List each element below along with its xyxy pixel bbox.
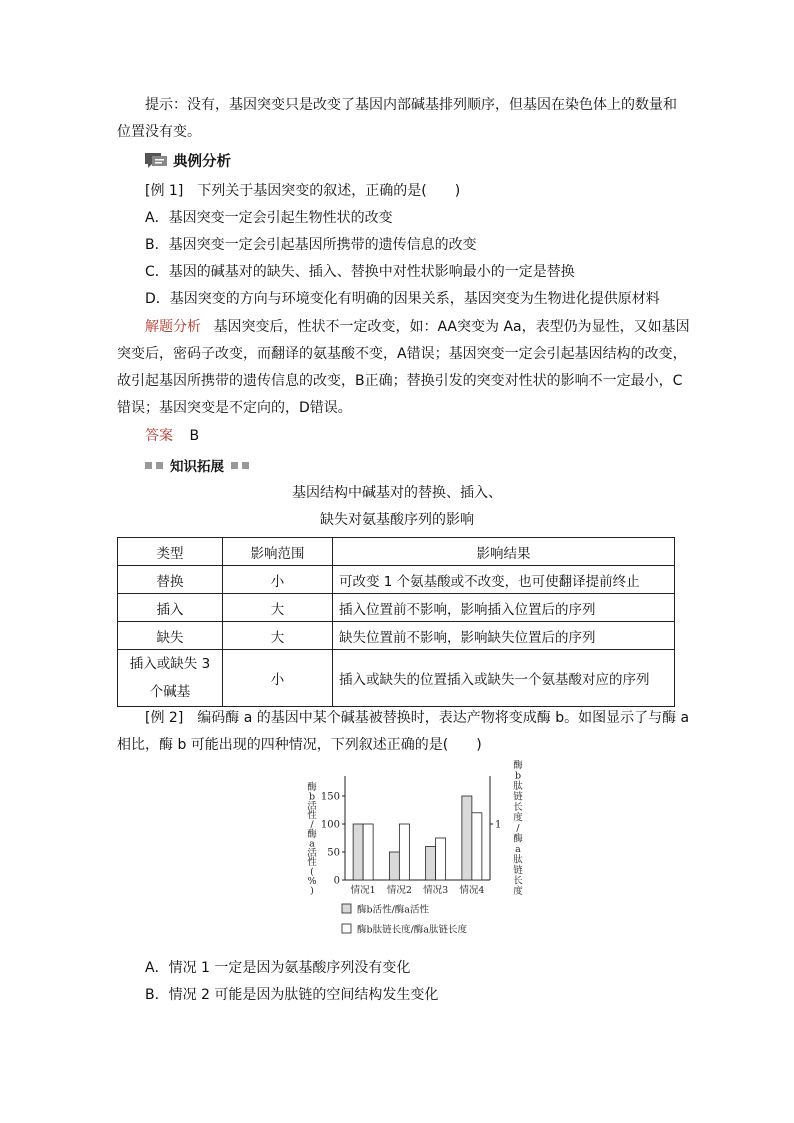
table-cell: 插入或缺失 3 个碱基 — [118, 650, 223, 707]
left-axis-title: 酶 b 活性/酶 a 活性( % ) — [307, 782, 317, 897]
table-header-range: 影响范围 — [223, 538, 333, 566]
table-header-row — [118, 538, 675, 566]
activity-bar — [389, 852, 399, 880]
length-bar — [363, 824, 373, 880]
table-cell: 插入 — [118, 594, 223, 622]
table-row — [118, 594, 675, 622]
table-cell: 小 — [223, 566, 333, 594]
right-tick-label: 1 — [495, 819, 502, 831]
analysis-label: 解题分析 — [145, 319, 201, 335]
category-label: 情况4 — [459, 885, 485, 896]
example2-line-2: 相比，酶 b 可能出现的四种情况，下列叙述正确的是( ) — [117, 737, 482, 753]
table-caption-line-2: 缺失对氨基酸序列的影响 — [320, 512, 474, 528]
activity-bar — [426, 846, 436, 880]
analysis-line-3: 故引起基因所携带的遗传信息的改变，B正确；替换引发的突变对性状的影响不一定最小，C — [117, 373, 683, 389]
analysis-text-1: 基因突变后，性状不一定改变，如：AA突变为 Aa，表型仍为显性，又如基因 — [213, 319, 690, 335]
section-heading — [145, 150, 231, 171]
left-tick-label: 100 — [320, 819, 340, 831]
length-bar — [399, 824, 409, 880]
category-label: 情况2 — [386, 885, 412, 896]
table-header-result: 影响结果 — [333, 538, 675, 566]
table-cell: 插入或缺失的位置插入或缺失一个氨基酸对应的序列 — [333, 650, 675, 707]
decor-square-icon — [231, 462, 238, 469]
example1-option-a: A．基因突变一定会引起生物性状的改变 — [145, 210, 393, 226]
left-tick-label: 0 — [333, 875, 340, 887]
answer-label: 答案 — [145, 428, 173, 444]
analysis-line-1 — [145, 317, 690, 337]
answer-line — [145, 426, 199, 446]
legend-label: 酶b活性/酶a活性 — [357, 904, 429, 916]
knowledge-label: 知识拓展 — [170, 459, 224, 475]
category-label: 情况1 — [350, 885, 376, 896]
example1-option-b: B．基因突变一定会引起基因所携带的遗传信息的改变 — [145, 237, 477, 253]
enzyme-comparison-chart — [300, 760, 540, 945]
knowledge-heading — [145, 455, 249, 475]
analysis-line-2: 突变后，密码子改变，而翻译的氨基酸不变，A错误；基因突变一定会引起基因结构的改变， — [117, 346, 687, 362]
length-bar — [436, 838, 446, 880]
example1-question: [例 1] 下列关于基因突变的叙述，正确的是( ) — [145, 183, 461, 199]
analysis-line-4: 错误；基因突变是不定向的，D错误。 — [117, 400, 352, 416]
mutation-effect-table — [117, 537, 675, 707]
table-cell: 大 — [223, 622, 333, 650]
answer-value: B — [189, 428, 200, 444]
activity-bar — [353, 824, 363, 880]
table-cell: 缺失位置前不影响，影响缺失位置后的序列 — [333, 622, 675, 650]
example1-option-c: C．基因的碱基对的缺失、插入、替换中对性状影响最小的一定是替换 — [145, 264, 575, 280]
legend-swatch — [342, 924, 351, 933]
table-row — [118, 650, 675, 707]
legend-swatch — [342, 904, 351, 913]
legend-label: 酶b肽链长度/酶a肽链长度 — [357, 924, 467, 936]
decor-square-icon — [242, 462, 249, 469]
table-row — [118, 622, 675, 650]
decor-square-icon — [145, 462, 152, 469]
left-tick-label: 150 — [320, 791, 340, 803]
table-cell: 小 — [223, 650, 333, 707]
table-header-type: 类型 — [118, 538, 223, 566]
table-cell: 可改变 1 个氨基酸或不改变，也可使翻译提前终止 — [333, 566, 675, 594]
hint-line-1: 提示：没有，基因突变只是改变了基因内部碱基排列顺序，但基因在染色体上的数量和 — [145, 97, 677, 113]
section-title: 典例分析 — [173, 154, 231, 170]
activity-bar — [462, 796, 472, 880]
hint-line-2: 位置没有变。 — [117, 124, 201, 140]
chat-bubble-icon — [145, 153, 167, 169]
table-cell: 插入位置前不影响，影响插入位置后的序列 — [333, 594, 675, 622]
example2-line-1: [例 2] 编码酶 a 的基因中某个碱基被替换时，表达产物将变成酶 b。如图显示了与酶 a — [145, 710, 690, 726]
table-cell: 替换 — [118, 566, 223, 594]
left-tick-label: 50 — [327, 847, 340, 859]
table-cell: 缺失 — [118, 622, 223, 650]
example2-option-a: A．情况 1 一定是因为氨基酸序列没有变化 — [145, 960, 411, 976]
table-cell: 大 — [223, 594, 333, 622]
decor-square-icon — [156, 462, 163, 469]
example1-option-d: D．基因突变的方向与环境变化有明确的因果关系，基因突变为生物进化提供原材料 — [145, 291, 660, 307]
right-axis-title: 酶 b 肽链长度/酶 a 肽链长度 — [513, 760, 523, 897]
length-bar — [472, 813, 482, 880]
table-row — [118, 566, 675, 594]
table-caption-line-1: 基因结构中碱基对的替换、插入、 — [292, 485, 502, 501]
category-label: 情况3 — [423, 885, 449, 896]
example2-option-b: B．情况 2 可能是因为肽链的空间结构发生变化 — [145, 987, 439, 1003]
